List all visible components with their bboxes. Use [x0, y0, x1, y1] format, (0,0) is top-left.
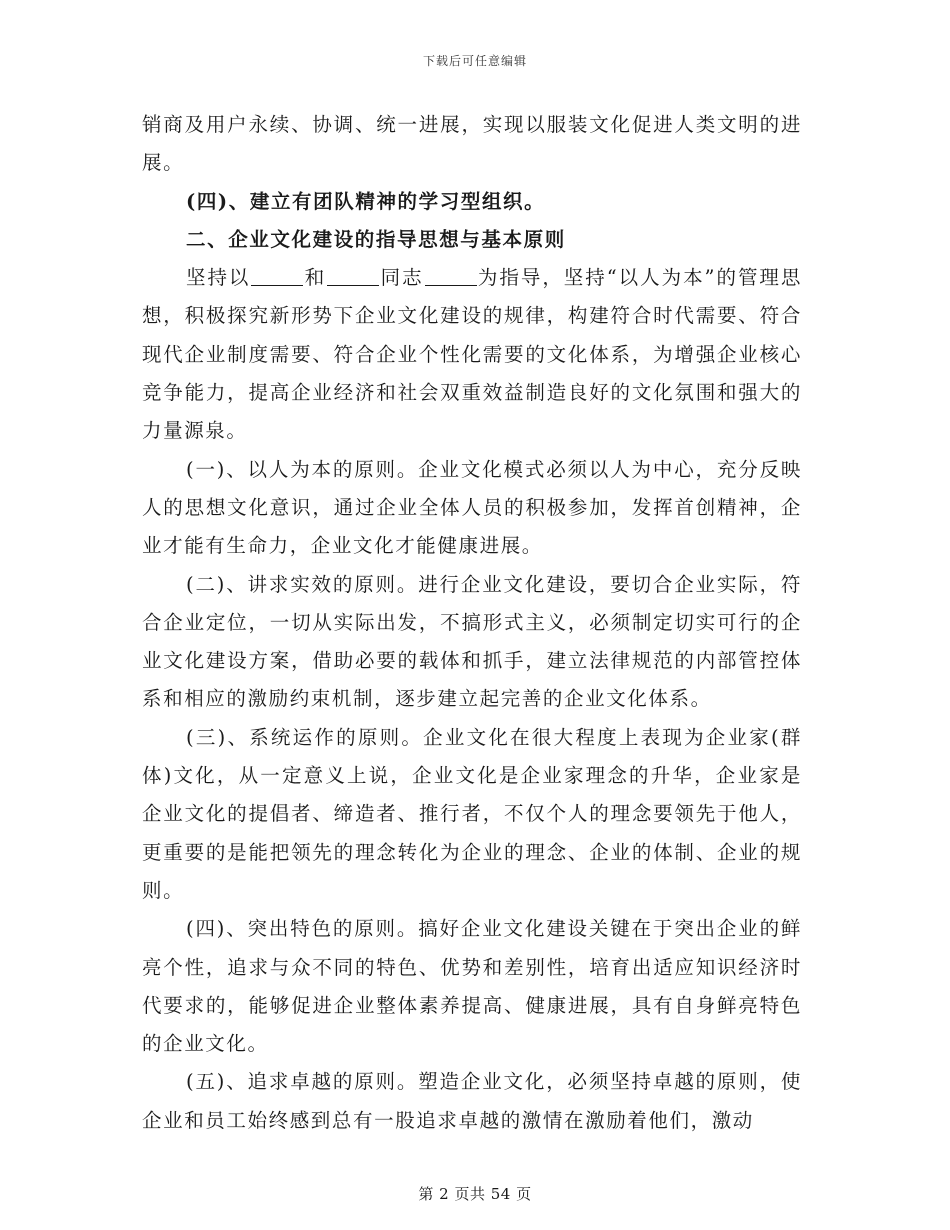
paragraph-principle-systematic: (三)、系统运作的原则。企业文化在很大程度上表现为企业家(群体)文化，从一定意义上说，企业文化是企业家理念的升华，企业家是企业文化的提倡者、缔造者、推行者，不仅个人的理念要领先于他人，更重要的是能把领先的理念转化为企业的理念、企业的体制、企业的规则。	[142, 725, 802, 902]
paragraph-guiding-thought	[142, 259, 802, 450]
paragraph-principle-effectiveness: (二)、讲求实效的原则。进行企业文化建设，要切合企业实际，符合企业定位，一切从实际出发，不搞形式主义，必须制定切实可行的企业文化建设方案，借助必要的载体和抓手，建立法律规范的内部管控体系和相应的激励约束机制，逐步建立起完善的企业文化体系。	[142, 572, 802, 711]
section-heading-guiding-principles: 二、企业文化建设的指导思想与基本原则	[186, 227, 566, 251]
fill-blank	[251, 269, 303, 286]
paragraph-principle-people: (一)、以人为本的原则。企业文化模式必须以人为中心，充分反映人的思想文化意识，通过企业全体人员的积极参加，发挥首创精神，企业才能有生命力，企业文化才能健康进展。	[142, 457, 802, 558]
paragraph-principle-excellence: (五)、追求卓越的原则。塑造企业文化，必须坚持卓越的原则，使企业和员工始终感到总有一股追求卓越的激情在激励着他们，激动	[142, 1070, 802, 1132]
section-heading-team-spirit: (四)、建立有团队精神的学习型组织。	[186, 189, 546, 213]
paragraph-continuation: 销商及用户永续、协调、统一进展，实现以服装文化促进人类文明的进展。	[142, 113, 802, 175]
fill-blank	[327, 269, 379, 286]
text-segment: 为指导，坚持“以人为本”的管理思想，积极探究新形势下企业文化建设的规律，构建符合时代需要、符合现代企业制度需要、符合企业个性化需要的文化体系，为增强企业核心竞争能力，提高企业经济和社会双重效益制造良好的文化氛围和强大的力量源泉。	[142, 266, 802, 443]
page-footer: 第 2 页共 54 页	[418, 1185, 532, 1203]
text-segment: 和	[304, 266, 327, 290]
paragraph-principle-distinctive: (四)、突出特色的原则。搞好企业文化建设关键在于突出企业的鲜亮个性，追求与众不同的特色、优势和差别性，培育出适应知识经济时代要求的，能够促进企业整体素养提高、健康进展，具有自身鲜亮特色的企业文化。	[142, 917, 802, 1056]
page-header: 下载后可任意编辑	[422, 54, 527, 68]
text-segment: 坚持以	[186, 266, 251, 290]
fill-blank	[425, 269, 477, 286]
text-segment: 同志	[380, 266, 424, 290]
document-body	[142, 106, 802, 1140]
